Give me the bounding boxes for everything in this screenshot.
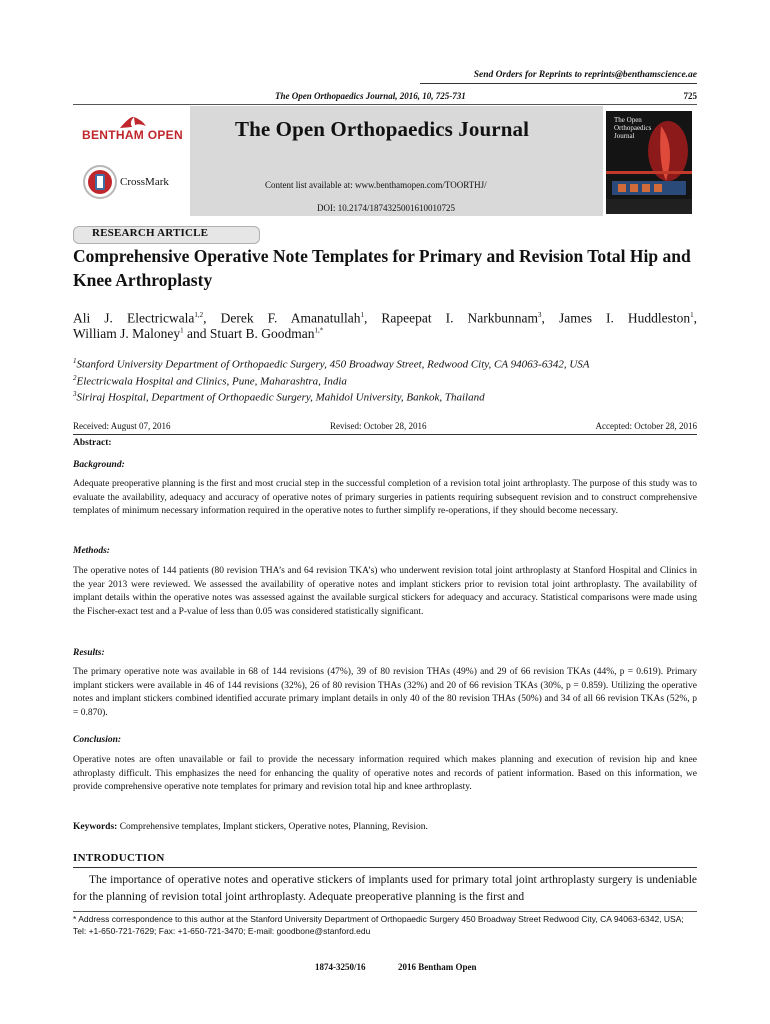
introduction-heading: INTRODUCTION (73, 852, 165, 864)
footnote-rule (73, 911, 697, 912)
authors-line-1: Ali J. Electricwala$^{1,2}$, Derek F. Amanatullah$^1$, Rapeepat I. Narkbunnam$^3$, James I. Huddleston$^1$, (73, 310, 698, 326)
article-title: Comprehensive Operative Note Templates for Primary and Revision Total Hip and Knee Arthroplasty (73, 246, 691, 290)
methods-heading: Methods: (73, 546, 110, 556)
header-rule (73, 104, 697, 105)
affil-text: Stanford University Department of Orthopaedic Surgery, 450 Broadway Street, Redwood City, CA 94063-6342, USA (76, 358, 590, 371)
footer-issn: 1874-3250/16 (315, 962, 366, 972)
revised-date: Revised: October 28, 2016 (330, 421, 427, 431)
author-affil-sup: 1 (360, 311, 364, 319)
affil-sup: 1 (73, 357, 77, 365)
author-name: Derek F. Amanatullah (220, 310, 361, 326)
affiliation-1 (73, 357, 589, 371)
keywords-text: Comprehensive templates, Implant stickers, Operative notes, Planning, Revision. (117, 822, 428, 832)
author-name: and Stuart B. Goodman (183, 326, 315, 341)
abstract-label: Abstract: (73, 438, 112, 448)
author-name: Ali J. Electricwala (73, 310, 195, 326)
reprints-rule (420, 83, 697, 84)
author-affil-sup: 1 (180, 326, 184, 335)
author-name: William J. Maloney (73, 326, 181, 341)
crossmark-icon[interactable] (82, 164, 118, 205)
journal-cover-image (606, 111, 692, 214)
received-date: Received: August 07, 2016 (73, 421, 171, 431)
background-heading: Background: (73, 460, 125, 470)
author-affil-sup: 3 (538, 311, 542, 319)
page-number: 725 (683, 91, 697, 101)
keywords (73, 822, 428, 832)
dates-rule (73, 434, 697, 435)
affil-sup: 3 (73, 390, 77, 398)
accepted-date: Accepted: October 28, 2016 (595, 421, 697, 431)
affil-sup: 2 (73, 374, 77, 382)
methods-text: The operative notes of 144 patients (80 revision THA’s and 64 revision TKA’s) who underwent revision total joint arthroplasty at Stanford Hospital and Clinics in the year 2013 were reviewed. We assessed the availability of operative notes and implant stickers prior to revision total joint arthroplasty. The availability of implant details within the operative notes was assessed against the available surgical stickers for adequacy and accuracy. Statistical comparisons were made using the Fischer-exact test and a P-value of less than 0.05 was considered statistically significant. (73, 566, 697, 617)
crossmark-label[interactable]: CrossMark (120, 176, 169, 188)
keywords-label: Keywords: (73, 822, 118, 832)
author-affil-sup: 1,* (314, 326, 324, 335)
affiliation-3 (73, 390, 485, 404)
doi[interactable]: DOI: 10.2174/1874325001610010725 (317, 203, 455, 213)
background-text: Adequate preoperative planning is the first and most crucial step in the successful completion of a revision total joint arthroplasty. The purpose of this study was to evaluate the availability, adequacy and accuracy of operative notes of primary surgeries in patients requiring subsequent revision and to construct comprehensive templates of minimum necessary information required in the operative notes to further simplify re-operations, if they should become necessary. (73, 479, 697, 517)
results-heading: Results: (73, 648, 105, 658)
content-list-link[interactable]: Content list available at: www.benthamopen.com/TOORTHJ/ (265, 180, 487, 190)
affil-text: Electricwala Hospital and Clinics, Pune, Maharashtra, India (76, 375, 347, 388)
introduction-text: The importance of operative notes and operative stickers of implants used for primary total joint arthroplasty surgery is undeniable for the planning of revision total joint arthroplasty. Adequate preoperative planning is the first and (73, 874, 697, 903)
author-name: Rapeepat I. Narkbunnam (381, 310, 539, 326)
introduction-rule (73, 867, 697, 868)
article-type-label: RESEARCH ARTICLE (92, 227, 209, 239)
reprints-notice: Send Orders for Reprints to reprints@benthamscience.ae (473, 70, 697, 80)
affil-text: Siriraj Hospital, Department of Orthopaedic Surgery, Mahidol University, Bankok, Thailand (76, 391, 485, 404)
results-text: The primary operative note was available in 68 of 144 revisions (47%), 39 of 80 revision THAs (49%) and 29 of 66 revision TKAs (44%, p = 0.619). Primary implant stickers were available in 46 of 144 revisions (32%), 26 of 80 revision THAs (32%) and 20 of 66 revision TKAs (30%, p = 0.859). Utilizing the operative notes and implant stickers combined identified accurate primary implant details in only 40 of the 80 revision THAs (50%) and 34 of all 66 revision TKAs (52%, p = 0.870). (73, 667, 697, 718)
bentham-open-logo-text: BENTHAM OPEN (82, 128, 183, 142)
authors-line-2 (73, 326, 323, 342)
author-affil-sup: 1 (690, 311, 694, 319)
conclusion-text: Operative notes are often unavailable or fail to provide the necessary information required which makes planning and execution of revision hip and knee athroplasty difficult. This emphasizes the need for enhancing the quality of operative notes and records of patient information. Based on this information, we provide comprehensive operative note templates for primary and revision total hip and knee arthroplasty. (73, 755, 697, 793)
cover-title: The Open Orthopaedics Journal (614, 116, 652, 140)
conclusion-heading: Conclusion: (73, 735, 122, 745)
affiliation-2 (73, 374, 347, 388)
footer-publisher: 2016 Bentham Open (398, 962, 477, 972)
journal-reference: The Open Orthopaedics Journal, 2016, 10, 725-731 (275, 91, 466, 101)
journal-title: The Open Orthopaedics Journal (235, 117, 530, 141)
author-name: James I. Huddleston (558, 310, 691, 326)
correspondence-footnote: * Address correspondence to this author at the Stanford University Department of Orthopaedic Surgery 450 Broadway Street Redwood City, CA 94063-6342, USA; Tel: +1-650-721-7629; Fax: +1-650-721-3470; E-mail: goodbone@stanford.edu (73, 914, 684, 936)
author-affil-sup: 1,2 (194, 311, 204, 319)
